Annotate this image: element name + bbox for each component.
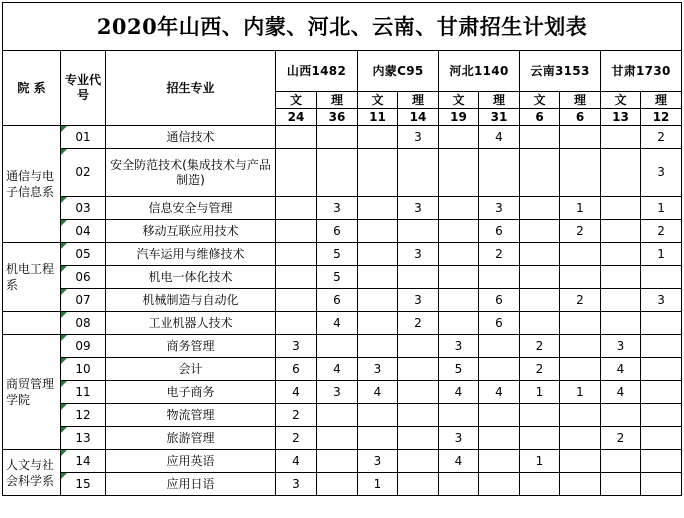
quota-cell: 6	[479, 312, 520, 335]
department-cell: 商贸管理学院	[3, 335, 61, 450]
quota-cell	[520, 149, 560, 197]
quota-cell	[479, 450, 520, 473]
quota-cell	[479, 404, 520, 427]
quota-cell: 4	[439, 381, 479, 404]
quota-cell	[601, 220, 641, 243]
table-row	[3, 197, 682, 220]
quota-cell: 4	[276, 381, 317, 404]
quota-cell	[560, 243, 601, 266]
major-code-cell: 06	[61, 266, 106, 289]
quota-cell	[317, 427, 358, 450]
li-total: 31	[479, 109, 520, 126]
major-code-cell: 12	[61, 404, 106, 427]
quota-cell	[439, 404, 479, 427]
quota-cell	[641, 335, 682, 358]
quota-cell	[601, 289, 641, 312]
quota-cell: 1	[520, 381, 560, 404]
quota-cell	[601, 404, 641, 427]
major-name-cell: 电子商务	[106, 381, 276, 404]
quota-cell: 1	[358, 473, 398, 496]
major-name-cell: 商务管理	[106, 335, 276, 358]
table-row	[3, 312, 682, 335]
quota-cell	[276, 266, 317, 289]
wen-total: 11	[358, 109, 398, 126]
quota-cell	[479, 266, 520, 289]
quota-cell	[641, 473, 682, 496]
major-code-cell: 01	[61, 126, 106, 149]
quota-cell	[358, 197, 398, 220]
enrollment-plan-table	[2, 2, 682, 496]
table-row	[3, 473, 682, 496]
quota-cell	[439, 289, 479, 312]
quota-cell	[601, 126, 641, 149]
quota-cell: 6	[317, 289, 358, 312]
quota-cell	[276, 312, 317, 335]
table-row	[3, 126, 682, 149]
quota-cell	[479, 335, 520, 358]
quota-cell	[439, 473, 479, 496]
quota-cell	[479, 149, 520, 197]
quota-cell: 2	[479, 243, 520, 266]
quota-cell	[601, 197, 641, 220]
quota-cell	[398, 335, 439, 358]
major-code-cell: 13	[61, 427, 106, 450]
quota-cell	[317, 149, 358, 197]
province-header-shanxi: 山西1482	[276, 51, 358, 92]
quota-cell	[520, 126, 560, 149]
table-row	[3, 149, 682, 197]
quota-cell	[358, 427, 398, 450]
major-code-cell: 14	[61, 450, 106, 473]
quota-cell	[398, 404, 439, 427]
quota-cell: 3	[398, 289, 439, 312]
li-total: 12	[641, 109, 682, 126]
major-name-cell: 应用日语	[106, 473, 276, 496]
major-header: 招生专业	[106, 51, 276, 126]
quota-cell	[358, 335, 398, 358]
quota-cell: 3	[398, 197, 439, 220]
major-name-cell: 机械制造与自动化	[106, 289, 276, 312]
quota-cell: 4	[439, 450, 479, 473]
wen-total: 24	[276, 109, 317, 126]
quota-cell	[520, 427, 560, 450]
quota-cell	[398, 450, 439, 473]
quota-cell	[520, 312, 560, 335]
quota-cell: 6	[479, 289, 520, 312]
quota-cell	[560, 312, 601, 335]
quota-cell: 1	[520, 450, 560, 473]
quota-cell	[398, 381, 439, 404]
quota-cell: 2	[398, 312, 439, 335]
quota-cell: 4	[479, 381, 520, 404]
quota-cell	[358, 220, 398, 243]
quota-cell	[641, 404, 682, 427]
quota-cell	[358, 312, 398, 335]
major-name-cell: 应用英语	[106, 450, 276, 473]
quota-cell: 4	[601, 381, 641, 404]
province-header-neimeng: 内蒙C95	[358, 51, 439, 92]
quota-cell	[641, 266, 682, 289]
quota-cell	[560, 404, 601, 427]
province-header-hebei: 河北1140	[439, 51, 520, 92]
quota-cell	[317, 404, 358, 427]
enrollment-plan-sheet	[2, 2, 681, 516]
quota-cell: 3	[479, 197, 520, 220]
major-name-cell: 汽车运用与维修技术	[106, 243, 276, 266]
quota-cell: 3	[276, 335, 317, 358]
quota-cell	[601, 450, 641, 473]
major-code-cell: 09	[61, 335, 106, 358]
li-label: 理	[641, 92, 682, 109]
table-row	[3, 358, 682, 381]
wen-label: 文	[358, 92, 398, 109]
table-row	[3, 404, 682, 427]
quota-cell: 3	[641, 289, 682, 312]
quota-cell: 6	[317, 220, 358, 243]
table-row	[3, 243, 682, 266]
quota-cell: 2	[560, 220, 601, 243]
department-cell: 通信与电子信息系	[3, 126, 61, 243]
quota-cell	[641, 427, 682, 450]
wen-label: 文	[601, 92, 641, 109]
quota-cell	[358, 404, 398, 427]
quota-cell	[601, 473, 641, 496]
quota-cell	[358, 243, 398, 266]
quota-cell: 3	[317, 381, 358, 404]
quota-cell	[276, 243, 317, 266]
quota-cell	[641, 450, 682, 473]
province-header-gansu: 甘肃1730	[601, 51, 682, 92]
quota-cell: 3	[641, 149, 682, 197]
major-name-cell: 移动互联应用技术	[106, 220, 276, 243]
quota-cell	[439, 197, 479, 220]
wen-total: 6	[520, 109, 560, 126]
quota-cell: 5	[317, 243, 358, 266]
quota-cell: 1	[641, 243, 682, 266]
quota-cell: 2	[641, 126, 682, 149]
wen-label: 文	[520, 92, 560, 109]
quota-cell	[479, 358, 520, 381]
quota-cell	[560, 473, 601, 496]
table-row	[3, 335, 682, 358]
quota-cell: 3	[276, 473, 317, 496]
major-name-cell: 会计	[106, 358, 276, 381]
code-header: 专业代号	[61, 51, 106, 126]
wen-label: 文	[276, 92, 317, 109]
quota-cell: 2	[520, 358, 560, 381]
table-row	[3, 381, 682, 404]
quota-cell	[439, 220, 479, 243]
quota-cell: 4	[479, 126, 520, 149]
quota-cell	[560, 126, 601, 149]
quota-cell: 4	[601, 358, 641, 381]
li-label: 理	[398, 92, 439, 109]
quota-cell	[398, 473, 439, 496]
quota-cell	[276, 220, 317, 243]
major-name-cell: 信息安全与管理	[106, 197, 276, 220]
quota-cell	[560, 266, 601, 289]
quota-cell	[520, 473, 560, 496]
quota-cell: 1	[560, 197, 601, 220]
quota-cell	[641, 381, 682, 404]
li-total: 14	[398, 109, 439, 126]
li-total: 6	[560, 109, 601, 126]
quota-cell	[398, 358, 439, 381]
page-title: 2020年山西、内蒙、河北、云南、甘肃招生计划表	[3, 3, 682, 51]
major-name-cell: 工业机器人技术	[106, 312, 276, 335]
major-code-cell: 10	[61, 358, 106, 381]
quota-cell	[520, 243, 560, 266]
major-code-cell: 03	[61, 197, 106, 220]
quota-cell	[601, 149, 641, 197]
quota-cell	[276, 289, 317, 312]
quota-cell: 4	[317, 312, 358, 335]
quota-cell: 2	[276, 427, 317, 450]
quota-cell	[560, 149, 601, 197]
quota-cell	[276, 149, 317, 197]
quota-cell	[479, 427, 520, 450]
wen-total: 13	[601, 109, 641, 126]
quota-cell	[439, 126, 479, 149]
quota-cell	[641, 358, 682, 381]
quota-cell: 3	[317, 197, 358, 220]
major-name-cell: 物流管理	[106, 404, 276, 427]
quota-cell	[560, 450, 601, 473]
quota-cell	[601, 243, 641, 266]
province-header-yunnan: 云南3153	[520, 51, 601, 92]
table-row	[3, 450, 682, 473]
quota-cell	[520, 220, 560, 243]
quota-cell: 3	[398, 243, 439, 266]
major-name-cell: 机电一体化技术	[106, 266, 276, 289]
major-name-cell: 旅游管理	[106, 427, 276, 450]
li-label: 理	[479, 92, 520, 109]
quota-cell: 2	[641, 220, 682, 243]
quota-cell	[479, 473, 520, 496]
quota-cell	[439, 243, 479, 266]
quota-cell	[276, 126, 317, 149]
wen-total: 19	[439, 109, 479, 126]
quota-cell	[560, 335, 601, 358]
quota-cell	[520, 197, 560, 220]
quota-cell	[520, 266, 560, 289]
li-label: 理	[560, 92, 601, 109]
wen-label: 文	[439, 92, 479, 109]
quota-cell: 3	[358, 358, 398, 381]
quota-cell	[398, 266, 439, 289]
quota-cell	[439, 149, 479, 197]
quota-cell: 5	[439, 358, 479, 381]
quota-cell: 3	[358, 450, 398, 473]
department-cell	[3, 312, 61, 335]
quota-cell: 3	[439, 427, 479, 450]
dept-header: 院 系	[3, 51, 61, 126]
quota-cell: 3	[398, 126, 439, 149]
quota-cell	[358, 266, 398, 289]
quota-cell	[317, 473, 358, 496]
quota-cell: 6	[479, 220, 520, 243]
quota-cell	[358, 289, 398, 312]
quota-cell: 2	[276, 404, 317, 427]
quota-cell: 2	[560, 289, 601, 312]
major-code-cell: 04	[61, 220, 106, 243]
quota-cell	[276, 197, 317, 220]
quota-cell	[520, 289, 560, 312]
quota-cell	[560, 427, 601, 450]
quota-cell	[439, 312, 479, 335]
major-code-cell: 08	[61, 312, 106, 335]
quota-cell: 6	[276, 358, 317, 381]
quota-cell	[317, 450, 358, 473]
quota-cell: 2	[520, 335, 560, 358]
quota-cell	[398, 427, 439, 450]
quota-cell	[439, 266, 479, 289]
quota-cell: 4	[358, 381, 398, 404]
major-code-cell: 15	[61, 473, 106, 496]
major-code-cell: 07	[61, 289, 106, 312]
quota-cell: 5	[317, 266, 358, 289]
table-row	[3, 289, 682, 312]
li-label: 理	[317, 92, 358, 109]
quota-cell	[398, 220, 439, 243]
quota-cell	[398, 149, 439, 197]
quota-cell	[641, 312, 682, 335]
quota-cell: 3	[601, 335, 641, 358]
quota-cell	[317, 335, 358, 358]
quota-cell: 4	[317, 358, 358, 381]
major-code-cell: 02	[61, 149, 106, 197]
department-cell: 机电工程系	[3, 243, 61, 312]
department-cell: 人文与社会科学系	[3, 450, 61, 496]
table-row	[3, 220, 682, 243]
quota-cell	[317, 126, 358, 149]
quota-cell: 1	[641, 197, 682, 220]
major-code-cell: 05	[61, 243, 106, 266]
major-name-cell: 安全防范技术(集成技术与产品制造)	[106, 149, 276, 197]
major-code-cell: 11	[61, 381, 106, 404]
quota-cell	[560, 358, 601, 381]
quota-cell	[520, 404, 560, 427]
quota-cell: 2	[601, 427, 641, 450]
quota-cell: 4	[276, 450, 317, 473]
table-row	[3, 427, 682, 450]
quota-cell	[358, 126, 398, 149]
quota-cell: 1	[560, 381, 601, 404]
table-row	[3, 266, 682, 289]
li-total: 36	[317, 109, 358, 126]
quota-cell	[358, 149, 398, 197]
quota-cell: 3	[439, 335, 479, 358]
quota-cell	[601, 312, 641, 335]
major-name-cell: 通信技术	[106, 126, 276, 149]
quota-cell	[601, 266, 641, 289]
